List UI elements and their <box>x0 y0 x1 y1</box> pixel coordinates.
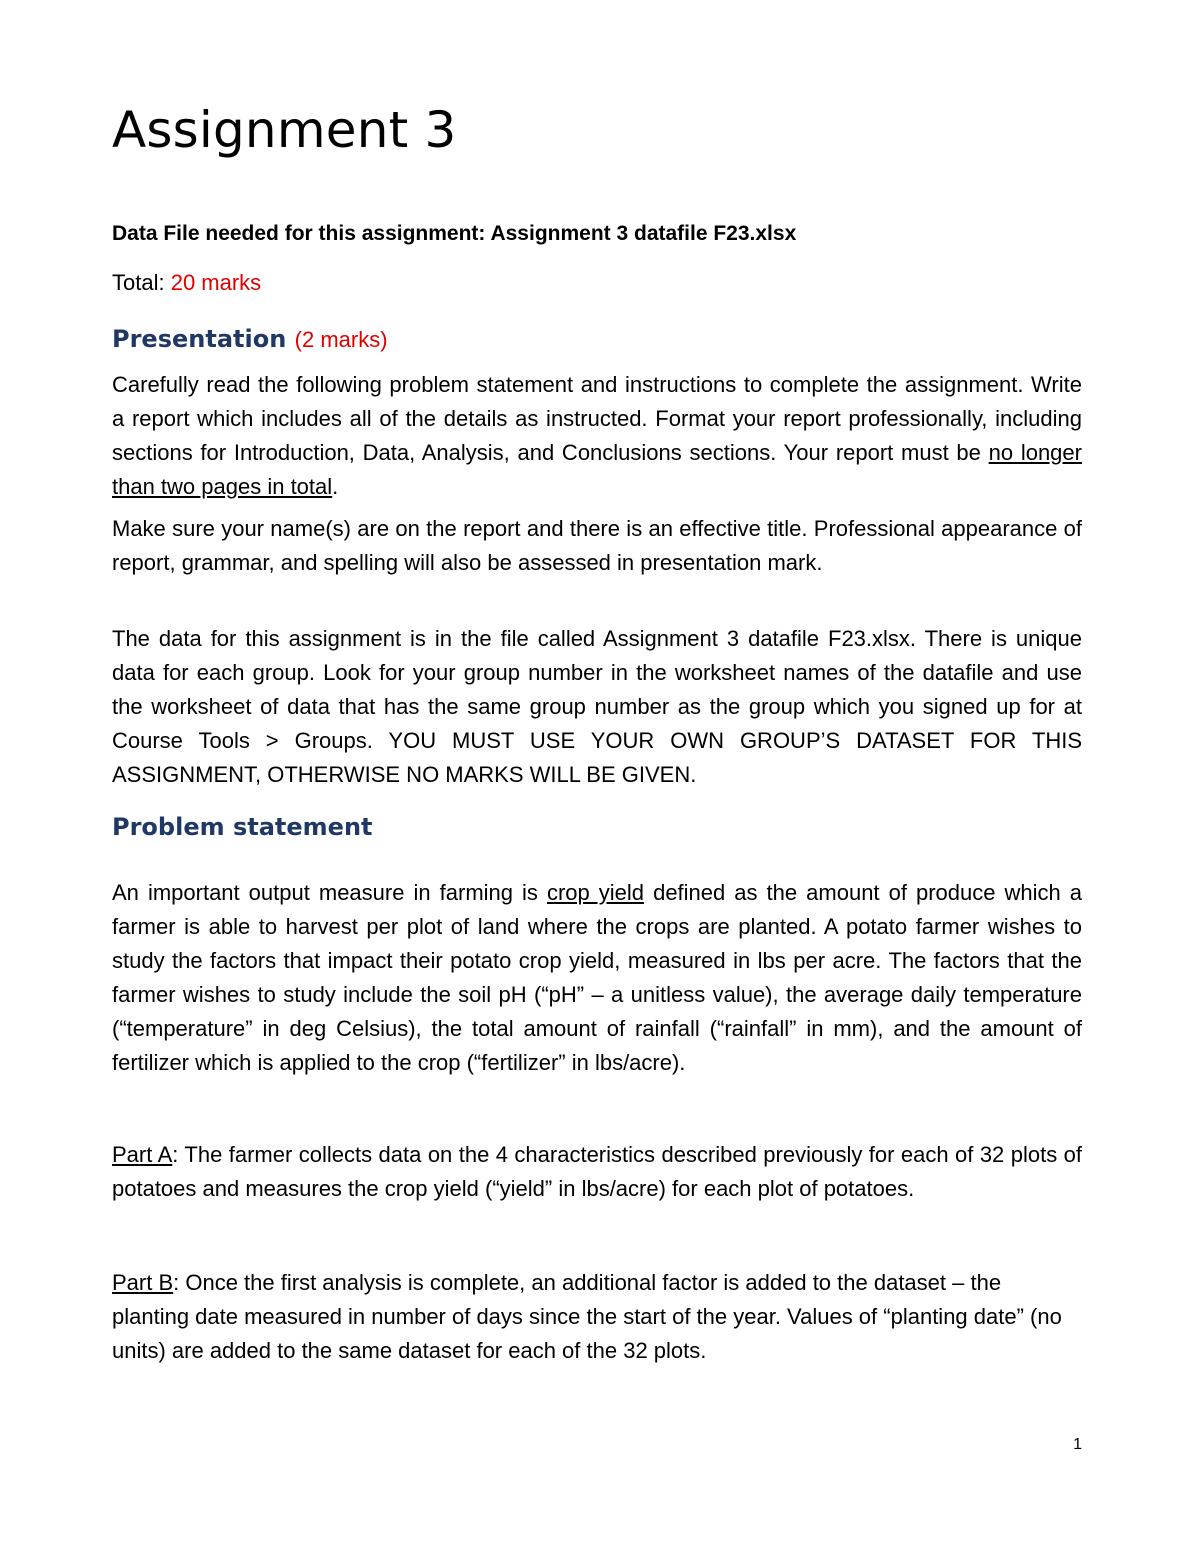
problem-paragraph-1 <box>112 876 1082 1080</box>
total-label: Total: <box>112 270 171 295</box>
presentation-paragraph-2: Make sure your name(s) are on the report and there is an effective title. Professional appearance of report, grammar, and spelling will also be assessed in presentation mark. <box>112 516 1082 575</box>
crop-yield-underlined: crop yield <box>546 880 645 905</box>
problem-p1-body: defined as the amount of produce which a farmer is able to harvest per plot of land where the crops are planted. A potato farmer wishes to study the factors that impact their potato crop yield, measured in lbs per acre. The factors that the farmer wishes to study include the soil pH (“pH” – a unitless value), the average daily temperature (“temperature” in deg Celsius), the total amount of rainfall (“rainfall” in mm), and the amount of fertilizer which is applied to the crop (“fertilizer” in lbs/acre). <box>112 880 1083 1075</box>
document-title: Assignment 3 <box>112 101 457 159</box>
part-b-paragraph <box>112 1266 1082 1368</box>
total-marks-line <box>112 268 261 298</box>
presentation-p1-text: Carefully read the following problem statement and instructions to complete the assignment. Write a report which includes all of the details as instructed. Format your report professionally, including sections for Introduction, Data, Analysis, and Conclusions sections. Your report must be <box>112 372 1082 465</box>
part-a-label: Part A <box>112 1142 173 1167</box>
problem-p1-intro: An important output measure in farming is <box>112 880 547 905</box>
presentation-marks: (2 marks) <box>294 327 388 352</box>
part-a-text: : The farmer collects data on the 4 characteristics described previously for each of 32 plots of potatoes and measures the crop yield (“yield” in lbs/acre) for each plot of potatoes. <box>112 1142 1082 1201</box>
part-b-label: Part B <box>112 1270 174 1295</box>
presentation-heading <box>112 322 388 357</box>
page-limit-underlined: no longer than two pages in total <box>112 440 1082 499</box>
presentation-paragraph-3: The data for this assignment is in the file called Assignment 3 datafile F23.xlsx. There is unique data for each group. Look for your group number in the worksheet names of the datafile and use the worksheet of data that has the same group number as the group which you signed up for at Course Tools > Groups. YOU MUST USE YOUR OWN GROUP’S DATASET FOR THIS ASSIGNMENT, OTHERWISE NO MARKS WILL BE GIVEN. <box>112 626 1082 787</box>
presentation-paragraph-1 <box>112 368 1082 504</box>
page-number: 1 <box>1073 1436 1082 1453</box>
problem-statement-heading: Problem statement <box>112 813 373 841</box>
datafile-line: Data File needed for this assignment: Assignment 3 datafile F23.xlsx <box>112 222 797 245</box>
part-b-text: : Once the first analysis is complete, an additional factor is added to the dataset – the planting date measured in number of days since the start of the year. Values of “planting date” (no units) are added to the same dataset for each of the 32 plots. <box>112 1270 1062 1363</box>
presentation-heading-text: Presentation <box>112 325 287 353</box>
total-marks-value: 20 marks <box>170 270 262 295</box>
part-a-paragraph <box>112 1138 1082 1206</box>
presentation-p1-end: . <box>332 474 339 499</box>
